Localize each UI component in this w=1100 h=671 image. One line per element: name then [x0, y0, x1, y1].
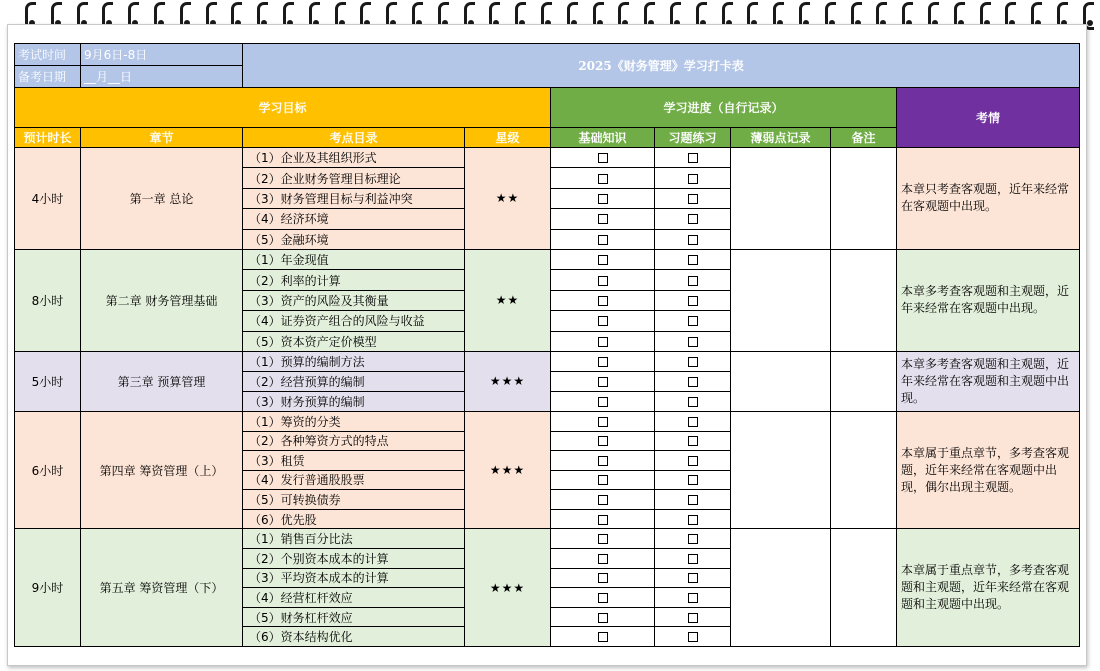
topic-item: （4）发行普通股股票: [243, 470, 465, 490]
empty-checkbox-icon[interactable]: [688, 397, 698, 407]
table-row: [15, 148, 1080, 168]
empty-checkbox-icon[interactable]: [598, 515, 608, 525]
empty-checkbox-icon[interactable]: [598, 456, 608, 466]
exam-note: 本章属于重点章节，多考查客观题，近年来经常在客观题中出现，偶尔出现主观题。: [897, 411, 1080, 529]
table-row: [15, 411, 1080, 431]
topic-item: （2）利率的计算: [243, 270, 465, 290]
empty-checkbox-icon[interactable]: [598, 377, 608, 387]
table-row: [15, 249, 1080, 269]
basic-checkbox[interactable]: [551, 290, 655, 310]
topic-item: （5）金融环境: [243, 229, 465, 249]
col-remark: 备注: [831, 128, 897, 148]
empty-checkbox-icon[interactable]: [688, 593, 698, 603]
chapter-time: 9小时: [15, 529, 81, 647]
table-row: [15, 529, 1080, 549]
remark-cell[interactable]: [831, 148, 897, 250]
empty-checkbox-icon[interactable]: [598, 174, 608, 184]
basic-checkbox[interactable]: [551, 249, 655, 269]
empty-checkbox-icon[interactable]: [688, 613, 698, 623]
basic-checkbox[interactable]: [551, 431, 655, 451]
empty-checkbox-icon[interactable]: [688, 495, 698, 505]
remark-cell[interactable]: [831, 529, 897, 647]
empty-checkbox-icon[interactable]: [688, 534, 698, 544]
empty-checkbox-icon[interactable]: [688, 632, 698, 642]
empty-checkbox-icon[interactable]: [688, 377, 698, 387]
practice-checkbox[interactable]: [655, 188, 731, 208]
practice-checkbox[interactable]: [655, 627, 731, 647]
goal-header: 学习目标: [15, 88, 551, 128]
empty-checkbox-icon[interactable]: [688, 515, 698, 525]
prep-date-value: __月__日: [81, 66, 243, 88]
basic-checkbox[interactable]: [551, 568, 655, 588]
empty-checkbox-icon[interactable]: [598, 534, 608, 544]
topic-item: （4）经营杠杆效应: [243, 588, 465, 608]
col-est-time: 预计时长: [15, 128, 81, 148]
basic-checkbox[interactable]: [551, 311, 655, 331]
remark-cell[interactable]: [831, 411, 897, 529]
empty-checkbox-icon[interactable]: [598, 495, 608, 505]
weak-point-cell[interactable]: [731, 148, 831, 250]
empty-checkbox-icon[interactable]: [688, 235, 698, 245]
exam-time-label: 考试时间: [15, 44, 81, 66]
practice-checkbox[interactable]: [655, 470, 731, 490]
basic-checkbox[interactable]: [551, 607, 655, 627]
basic-checkbox[interactable]: [551, 588, 655, 608]
empty-checkbox-icon[interactable]: [598, 436, 608, 446]
practice-checkbox[interactable]: [655, 568, 731, 588]
exam-note: 本章只考查客观题，近年来经常在客观题中出现。: [897, 148, 1080, 250]
empty-checkbox-icon[interactable]: [598, 417, 608, 427]
chapter-name: 第三章 预算管理: [81, 351, 243, 411]
empty-checkbox-icon[interactable]: [598, 554, 608, 564]
star-rating: ★★: [465, 148, 551, 250]
progress-header: 学习进度（自行记录）: [551, 88, 897, 128]
topic-item: （2）各种筹资方式的特点: [243, 431, 465, 451]
practice-checkbox[interactable]: [655, 529, 731, 549]
practice-checkbox[interactable]: [655, 351, 731, 371]
exam-note: 本章属于重点章节，多考查客观题和主观题，近年来经常在客观题和主观题中出现。: [897, 529, 1080, 647]
col-chapter: 章节: [81, 128, 243, 148]
practice-checkbox[interactable]: [655, 509, 731, 529]
empty-checkbox-icon[interactable]: [688, 436, 698, 446]
col-topics: 考点目录: [243, 128, 465, 148]
chapter-name: 第五章 筹资管理（下）: [81, 529, 243, 647]
topic-item: （3）财务管理目标与利益冲突: [243, 188, 465, 208]
weak-point-cell[interactable]: [731, 249, 831, 351]
practice-checkbox[interactable]: [655, 431, 731, 451]
basic-checkbox[interactable]: [551, 529, 655, 549]
empty-checkbox-icon[interactable]: [598, 276, 608, 286]
empty-checkbox-icon[interactable]: [598, 397, 608, 407]
empty-checkbox-icon[interactable]: [688, 357, 698, 367]
topic-item: （3）资产的风险及其衡量: [243, 290, 465, 310]
weak-point-cell[interactable]: [731, 351, 831, 411]
empty-checkbox-icon[interactable]: [598, 194, 608, 204]
practice-checkbox[interactable]: [655, 607, 731, 627]
basic-checkbox[interactable]: [551, 209, 655, 229]
exam-note: 本章多考查客观题和主观题，近年来经常在客观题中出现。: [897, 249, 1080, 351]
empty-checkbox-icon[interactable]: [598, 613, 608, 623]
topic-item: （5）可转换债券: [243, 490, 465, 510]
chapter-name: 第一章 总论: [81, 148, 243, 250]
page-title: 2025《财务管理》学习打卡表: [243, 44, 1080, 88]
topic-item: （1）年金现值: [243, 249, 465, 269]
basic-checkbox[interactable]: [551, 627, 655, 647]
study-checkin-table: [14, 43, 1080, 647]
practice-checkbox[interactable]: [655, 490, 731, 510]
empty-checkbox-icon[interactable]: [688, 214, 698, 224]
empty-checkbox-icon[interactable]: [598, 235, 608, 245]
topic-item: （3）财务预算的编制: [243, 391, 465, 411]
practice-checkbox[interactable]: [655, 588, 731, 608]
empty-checkbox-icon[interactable]: [688, 554, 698, 564]
topic-item: （1）企业及其组织形式: [243, 148, 465, 168]
topic-item: （1）销售百分比法: [243, 529, 465, 549]
empty-checkbox-icon[interactable]: [598, 573, 608, 583]
basic-checkbox[interactable]: [551, 371, 655, 391]
practice-checkbox[interactable]: [655, 451, 731, 471]
topic-item: （2）企业财务管理目标理论: [243, 168, 465, 188]
chapter-name: 第二章 财务管理基础: [81, 249, 243, 351]
basic-checkbox[interactable]: [551, 470, 655, 490]
prep-date-label: 备考日期: [15, 66, 81, 88]
col-basic: 基础知识: [551, 128, 655, 148]
practice-checkbox[interactable]: [655, 270, 731, 290]
basic-checkbox[interactable]: [551, 391, 655, 411]
topic-item: （5）资本资产定价模型: [243, 331, 465, 351]
empty-checkbox-icon[interactable]: [688, 276, 698, 286]
table-row: [15, 351, 1080, 371]
col-weak: 薄弱点记录: [731, 128, 831, 148]
basic-checkbox[interactable]: [551, 188, 655, 208]
empty-checkbox-icon[interactable]: [688, 296, 698, 306]
basic-checkbox[interactable]: [551, 351, 655, 371]
chapter-time: 6小时: [15, 411, 81, 529]
empty-checkbox-icon[interactable]: [598, 632, 608, 642]
chapter-name: 第四章 筹资管理（上）: [81, 411, 243, 529]
empty-checkbox-icon[interactable]: [688, 255, 698, 265]
empty-checkbox-icon[interactable]: [598, 296, 608, 306]
basic-checkbox[interactable]: [551, 490, 655, 510]
basic-checkbox[interactable]: [551, 549, 655, 569]
practice-checkbox[interactable]: [655, 168, 731, 188]
practice-checkbox[interactable]: [655, 549, 731, 569]
practice-checkbox[interactable]: [655, 331, 731, 351]
basic-checkbox[interactable]: [551, 148, 655, 168]
empty-checkbox-icon[interactable]: [598, 593, 608, 603]
basic-checkbox[interactable]: [551, 451, 655, 471]
empty-checkbox-icon[interactable]: [598, 316, 608, 326]
basic-checkbox[interactable]: [551, 229, 655, 249]
chapter-time: 4小时: [15, 148, 81, 250]
topic-item: （3）租赁: [243, 451, 465, 471]
basic-checkbox[interactable]: [551, 509, 655, 529]
empty-checkbox-icon[interactable]: [598, 214, 608, 224]
empty-checkbox-icon[interactable]: [598, 475, 608, 485]
weak-point-cell[interactable]: [731, 411, 831, 529]
practice-checkbox[interactable]: [655, 311, 731, 331]
topic-item: （6）优先股: [243, 509, 465, 529]
practice-checkbox[interactable]: [655, 229, 731, 249]
exam-time-value: 9月6日-8日: [81, 44, 243, 66]
practice-checkbox[interactable]: [655, 371, 731, 391]
topic-item: （2）个别资本成本的计算: [243, 549, 465, 569]
practice-checkbox[interactable]: [655, 209, 731, 229]
topic-item: （1）筹资的分类: [243, 411, 465, 431]
practice-checkbox[interactable]: [655, 411, 731, 431]
basic-checkbox[interactable]: [551, 270, 655, 290]
empty-checkbox-icon[interactable]: [688, 153, 698, 163]
basic-checkbox[interactable]: [551, 331, 655, 351]
empty-checkbox-icon[interactable]: [688, 316, 698, 326]
basic-checkbox[interactable]: [551, 411, 655, 431]
exam-note: 本章多考查客观题和主观题，近年来经常在客观题和主观题中出现。: [897, 351, 1080, 411]
chapter-time: 8小时: [15, 249, 81, 351]
topic-item: （3）平均资本成本的计算: [243, 568, 465, 588]
star-rating: ★★★: [465, 529, 551, 647]
weak-point-cell[interactable]: [731, 529, 831, 647]
basic-checkbox[interactable]: [551, 168, 655, 188]
remark-cell[interactable]: [831, 249, 897, 351]
topic-item: （4）证券资产组合的风险与收益: [243, 311, 465, 331]
empty-checkbox-icon[interactable]: [688, 475, 698, 485]
practice-checkbox[interactable]: [655, 249, 731, 269]
topic-item: （4）经济环境: [243, 209, 465, 229]
empty-checkbox-icon[interactable]: [598, 357, 608, 367]
empty-checkbox-icon[interactable]: [598, 255, 608, 265]
star-rating: ★★★: [465, 351, 551, 411]
chapter-time: 5小时: [15, 351, 81, 411]
empty-checkbox-icon[interactable]: [688, 573, 698, 583]
star-rating: ★★★: [465, 411, 551, 529]
remark-cell[interactable]: [831, 351, 897, 411]
practice-checkbox[interactable]: [655, 148, 731, 168]
empty-checkbox-icon[interactable]: [688, 194, 698, 204]
empty-checkbox-icon[interactable]: [688, 337, 698, 347]
col-practice: 习题练习: [655, 128, 731, 148]
empty-checkbox-icon[interactable]: [688, 456, 698, 466]
empty-checkbox-icon[interactable]: [688, 417, 698, 427]
topic-item: （1）预算的编制方法: [243, 351, 465, 371]
empty-checkbox-icon[interactable]: [598, 337, 608, 347]
exam-header: 考情: [897, 88, 1080, 148]
star-rating: ★★: [465, 249, 551, 351]
topic-item: （2）经营预算的编制: [243, 371, 465, 391]
topic-item: （5）财务杠杆效应: [243, 607, 465, 627]
empty-checkbox-icon[interactable]: [688, 174, 698, 184]
col-stars: 星级: [465, 128, 551, 148]
practice-checkbox[interactable]: [655, 290, 731, 310]
empty-checkbox-icon[interactable]: [598, 153, 608, 163]
practice-checkbox[interactable]: [655, 391, 731, 411]
topic-item: （6）资本结构优化: [243, 627, 465, 647]
